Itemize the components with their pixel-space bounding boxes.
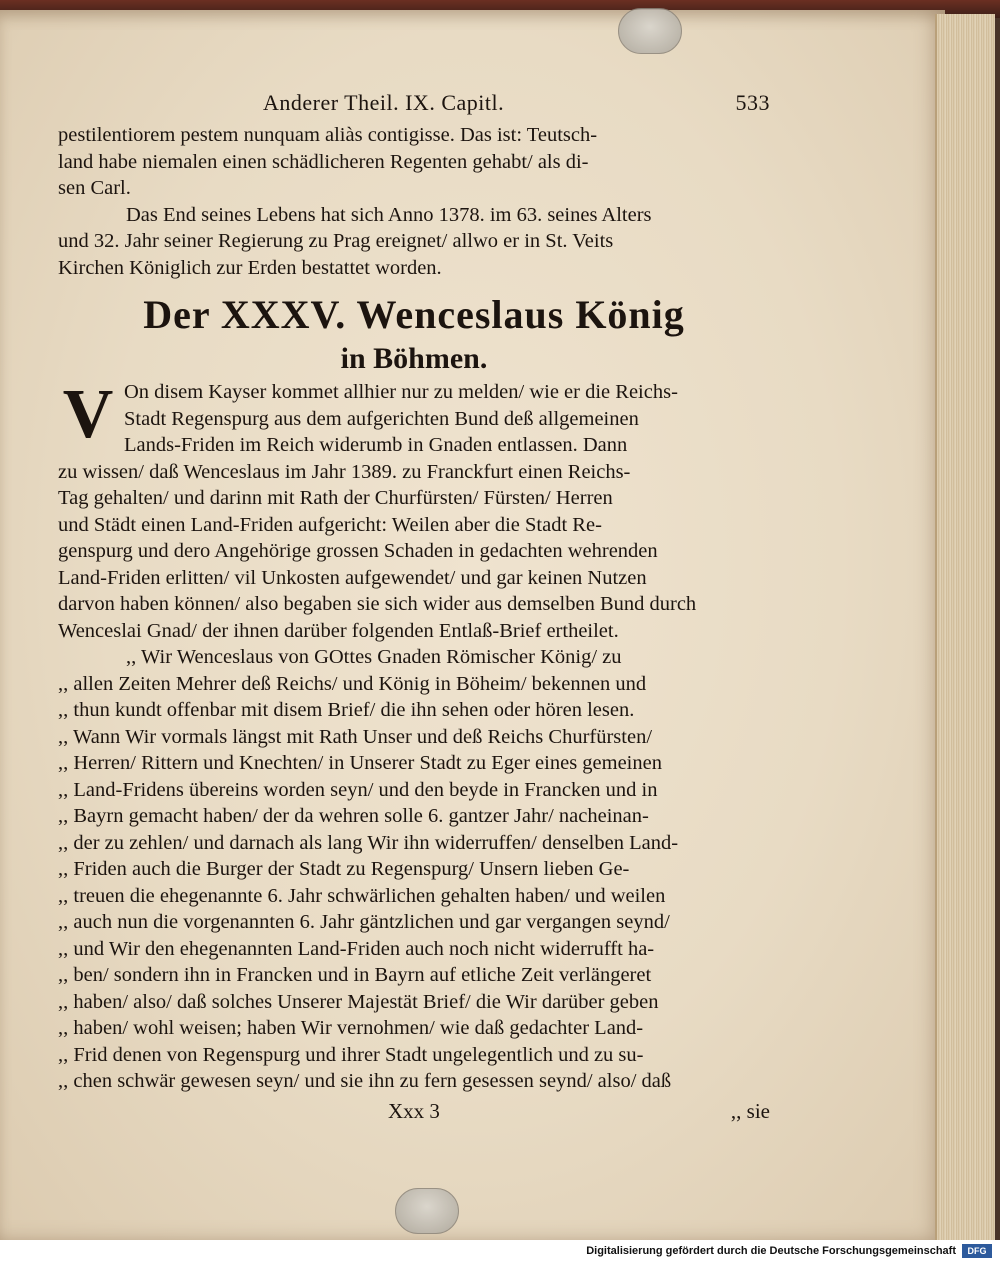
- text-line: ,, chen schwär gewesen seyn/ und sie ihn zu fern gesessen seynd/ also/ daß: [58, 1070, 672, 1092]
- text-line: ,, ben/ sondern ihn in Francken und in Bayrn auf etliche Zeit verlängeret: [58, 964, 652, 986]
- page-foot: [58, 1099, 770, 1129]
- text-line: und Städt einen Land-Friden aufgericht: Weilen aber die Stadt Re-: [58, 513, 602, 536]
- text-line: land habe niemalen einen schädlicheren Regenten gehabt/ als di-: [58, 150, 589, 173]
- quotation-paragraph: [58, 644, 770, 1095]
- text-line: ,, haben/ also/ daß solches Unserer Majestät Brief/ die Wir darüber geben: [58, 990, 659, 1013]
- footer-bar: [0, 1240, 1000, 1263]
- text-line: On disem Kayser kommet allhier nur zu melden/ wie er die Reichs-: [124, 381, 678, 403]
- text-line: ,, haben/ wohl weisen; haben Wir vernohmen/ wie daß gedachter Land-: [58, 1017, 644, 1039]
- text-line: Wenceslai Gnad/ der ihnen darüber folgenden Entlaß-Brief ertheilet.: [58, 619, 619, 642]
- text-line: zu wissen/ daß Wenceslaus im Jahr 1389. zu Franckfurt einen Reichs-: [58, 460, 631, 483]
- text-line: ,, auch nun die vorgenannten 6. Jahr gäntzlichen und gar vergangen seynd/: [58, 911, 670, 933]
- drop-cap: V: [62, 376, 114, 453]
- digitization-credit: Digitalisierung gefördert durch die Deutsche Forschungsgemeinschaft: [586, 1245, 956, 1257]
- catchword: ,, sie: [730, 1098, 770, 1123]
- text-line: Das End seines Lebens hat sich Anno 1378. im 63. seines Alters: [126, 203, 652, 226]
- heading-line-2: in Böhmen.: [340, 342, 488, 375]
- running-head: [58, 88, 770, 122]
- text-line: ,, treuen die ehegenannte 6. Jahr schwärlichen gehalten haben/ und weilen: [58, 884, 666, 907]
- text-line: ,, und Wir den ehegenannten Land-Friden auch noch nicht widerrufft ha-: [58, 937, 655, 960]
- page-clip-top: [618, 8, 682, 54]
- text-line: ,, Friden auch die Burger der Stadt zu Regenspurg/ Unsern lieben Ge-: [58, 858, 630, 880]
- page-block-edges: [935, 14, 995, 1240]
- heading-line-1: Der XXXV. Wenceslaus König: [143, 292, 685, 337]
- text-line: Tag gehalten/ und darinn mit Rath der Churfürsten/ Fürsten/ Herren: [58, 487, 613, 509]
- text-line: ,, Land-Fridens übereins worden seyn/ und den beyde in Francken und in: [58, 778, 658, 801]
- text-line: Stadt Regenspurg aus dem aufgerichten Bund deß allgemeinen: [124, 407, 639, 430]
- text-line: ,, thun kundt offenbar mit disem Brief/ die ihn sehen oder hören lesen.: [58, 699, 635, 721]
- page-text: [58, 88, 770, 1129]
- text-line: ,, Frid denen von Regenspurg und ihrer Stadt ungelegentlich und zu su-: [58, 1043, 644, 1066]
- text-line: ,, allen Zeiten Mehrer deß Reichs/ und König in Böheim/ bekennen und: [58, 672, 647, 695]
- chapter-heading: [58, 291, 770, 379]
- death-paragraph: [58, 202, 770, 282]
- text-line: ,, Wir Wenceslaus von GOttes Gnaden Römischer König/ zu: [126, 646, 622, 668]
- text-line: Kirchen Königlich zur Erden bestattet worden.: [58, 256, 442, 279]
- running-head-title: Anderer Theil. IX. Capitl.: [263, 90, 505, 115]
- page-clip-bottom: [395, 1188, 459, 1234]
- text-line: und 32. Jahr seiner Regierung zu Prag ereignet/ allwo er in St. Veits: [58, 230, 614, 252]
- text-line: darvon haben können/ also begaben sie sich wider aus demselben Bund durch: [58, 593, 697, 615]
- body-paragraph: [58, 376, 770, 644]
- text-line: ,, der zu zehlen/ und darnach als lang Wir ihn widerruffen/ denselben Land-: [58, 831, 679, 854]
- page-number: 533: [735, 90, 770, 115]
- text-line: Lands-Friden im Reich widerumb in Gnaden entlassen. Dann: [124, 434, 628, 456]
- text-line: genspurg und dero Angehörige grossen Schaden in gedachten wehrenden: [58, 540, 658, 562]
- text-line: ,, Herren/ Rittern und Knechten/ in Unserer Stadt zu Eger eines gemeinen: [58, 752, 662, 774]
- text-line: Land-Friden erlitten/ vil Unkosten aufgewendet/ und gar keinen Nutzen: [58, 566, 647, 589]
- intro-paragraph: [58, 122, 770, 202]
- dfg-logo: DFG: [962, 1244, 992, 1258]
- text-line: ,, Bayrn gemacht haben/ der da wehren solle 6. gantzer Jahr/ nacheinan-: [58, 805, 649, 827]
- text-line: ,, Wann Wir vormals längst mit Rath Unser und deß Reichs Churfürsten/: [58, 725, 653, 748]
- body-section: [58, 376, 770, 644]
- text-line: sen Carl.: [58, 177, 131, 199]
- signature-mark: Xxx 3: [388, 1098, 440, 1123]
- text-line: pestilentiorem pestem nunquam aliàs contigisse. Das ist: Teutsch-: [58, 124, 598, 146]
